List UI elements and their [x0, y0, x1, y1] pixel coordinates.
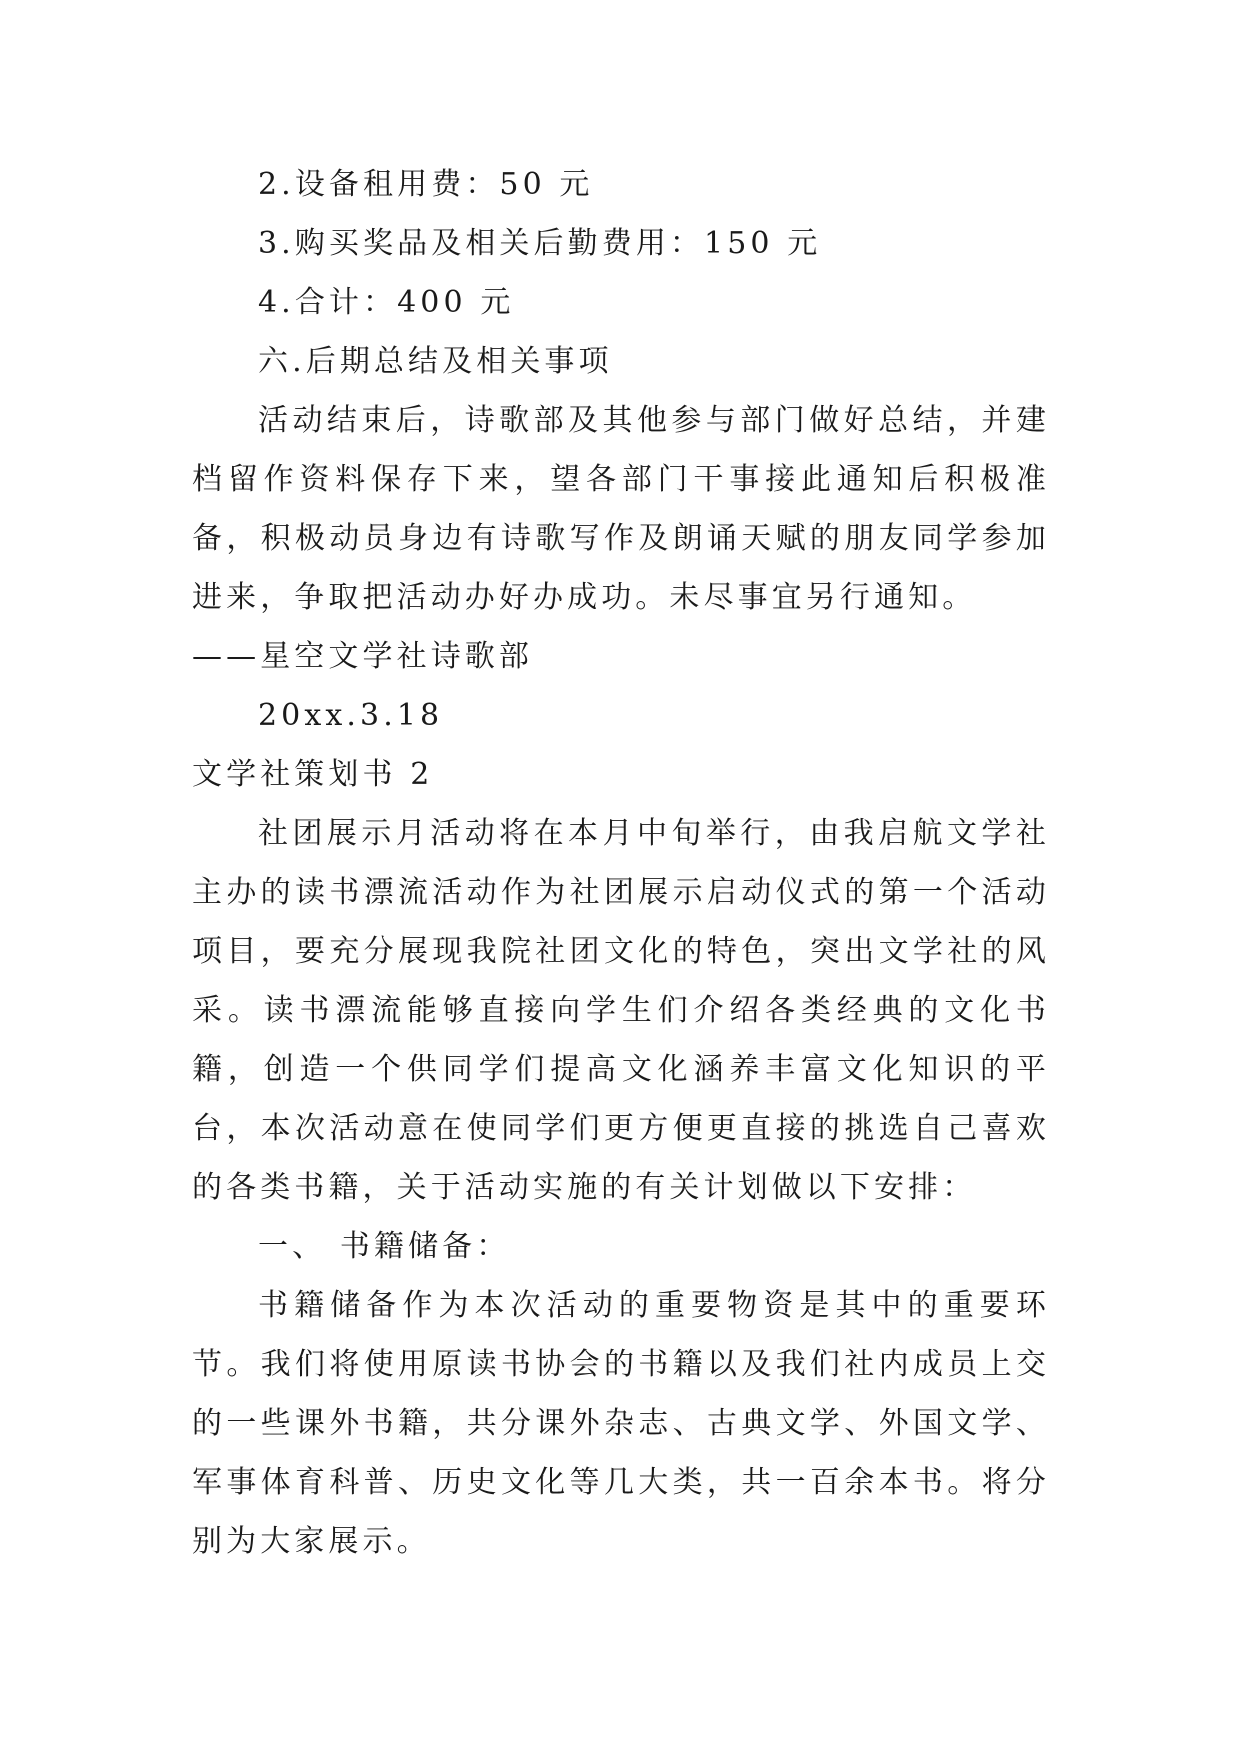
section-one-paragraph: 书籍储备作为本次活动的重要物资是其中的重要环节。我们将使用原读书协会的书籍以及我们社内成员上交的一些课外书籍，共分课外杂志、古典文学、外国文学、军事体育科普、历史文化等几大类，共一百余本书。将分别为大家展示。 — [192, 1288, 1050, 1559]
section-six-heading: 六.后期总结及相关事项 — [258, 344, 613, 379]
budget-item-equipment: 2.设备租用费：50 元 — [258, 167, 594, 202]
section-six-paragraph: 活动结束后，诗歌部及其他参与部门做好总结，并建档留作资料保存下来，望各部门干事接此通知后积极准备，积极动员身边有诗歌写作及朗诵天赋的朋友同学参加进来，争取把活动办好办成功。未尽事宜另行通知。 — [192, 403, 1050, 615]
doc2-title: 文学社策划书 2 — [192, 757, 434, 792]
budget-item-total: 4.合计：400 元 — [258, 285, 515, 320]
signature: ——星空文学社诗歌部 — [192, 639, 533, 674]
doc2-intro-paragraph: 社团展示月活动将在本月中旬举行，由我启航文学社主办的读书漂流活动作为社团展示启动仪式的第一个活动项目，要充分展现我院社团文化的特色，突出文学社的风采。读书漂流能够直接向学生们介绍各类经典的文化书籍，创造一个供同学们提高文化涵养丰富文化知识的平台，本次活动意在使同学们更方便更直接的挑选自己喜欢的各类书籍，关于活动实施的有关计划做以下安排： — [192, 816, 1050, 1205]
section-one-heading: 一、 书籍储备： — [258, 1229, 511, 1264]
budget-item-prizes: 3.购买奖品及相关后勤费用：150 元 — [258, 226, 822, 261]
date: 20xx.3.18 — [258, 698, 444, 733]
document-body — [192, 155, 1050, 1571]
